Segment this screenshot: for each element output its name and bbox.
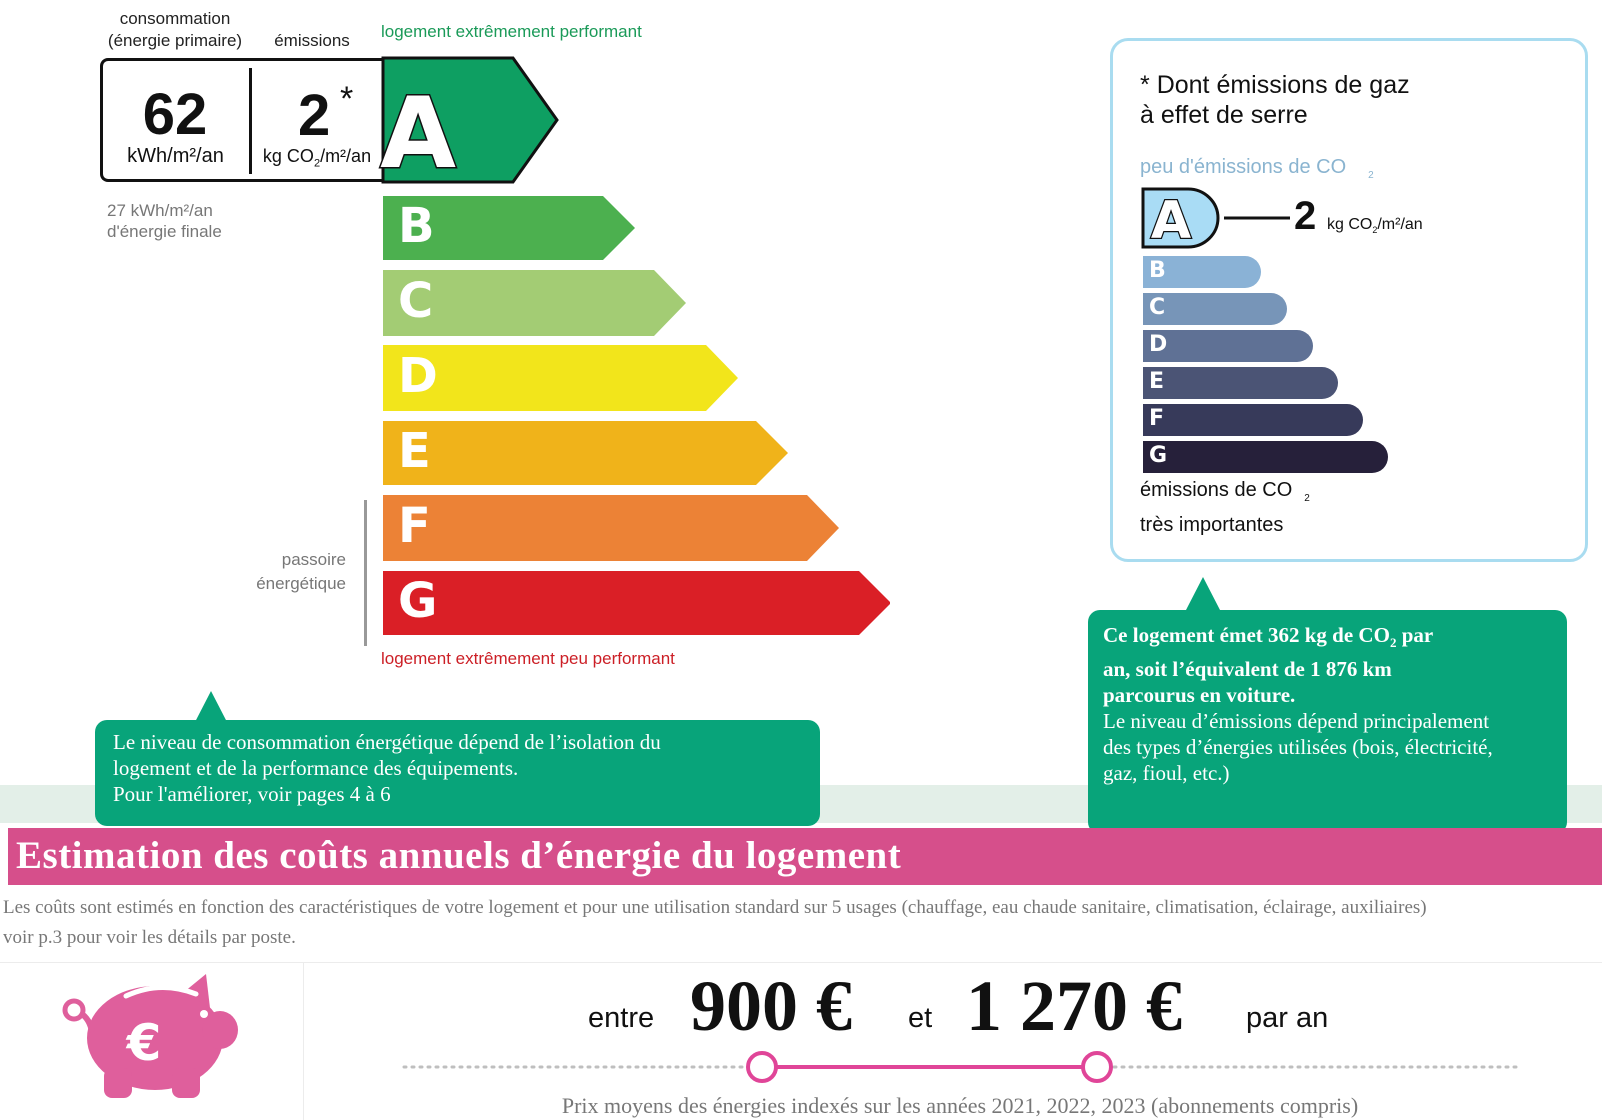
ghg-class-f-letter: F: [1149, 406, 1165, 431]
emission-unit-sub: 2: [313, 157, 321, 170]
ghg-class-e-bar: [1143, 367, 1338, 399]
price-max-handle: [1083, 1053, 1111, 1081]
ghg-unit: [1327, 216, 1423, 235]
piggy-divider: [303, 963, 304, 1120]
ghg-class-b-bar: [1143, 256, 1261, 288]
energy-class-scale: [370, 55, 890, 655]
emission-value: 2: [298, 83, 331, 148]
ghg-title-line2: à effet de serre: [1140, 101, 1308, 129]
class-g-arrow: [383, 571, 890, 635]
ghg-class-a-letter: A: [1150, 191, 1192, 251]
emissions-callout-line4: Le niveau d’émissions dépend principalement: [1103, 709, 1490, 734]
price-range-slider: [400, 1050, 1525, 1084]
class-f-letter: F: [398, 498, 431, 554]
ghg-title-line1: Dont émissions de gaz: [1156, 71, 1410, 99]
consumption-callout-line1: Le niveau de consommation énergétique dépend de l’isolation du: [113, 730, 661, 754]
ghg-class-b-letter: B: [1149, 258, 1166, 283]
consumption-header-line2: (énergie primaire): [107, 31, 243, 50]
price-word-and: et: [908, 1002, 933, 1034]
ghg-unit-prefix: kg CO: [1327, 216, 1373, 233]
costs-title: Estimation des coûts annuels d’énergie du logement: [16, 834, 902, 877]
ghg-class-g-bar: [1143, 441, 1388, 473]
emissions-callout-line3: parcourus en voiture.: [1103, 683, 1296, 708]
consumption-header-line1: consommation: [119, 9, 231, 28]
consumption-callout: [95, 720, 820, 826]
ghg-top-label-text: peu d'émissions de CO: [1140, 156, 1347, 178]
ghg-title-star: *: [1140, 71, 1150, 99]
value-divider: [249, 68, 252, 174]
ghg-unit-suffix: /m²/an: [1377, 216, 1423, 233]
class-c-letter: C: [398, 273, 434, 329]
passoire-bracket: [364, 500, 367, 646]
ghg-bottom-label: [1140, 477, 1310, 538]
price-word-per-year: par an: [1246, 1002, 1329, 1034]
class-a-letter: A: [380, 77, 456, 191]
ghg-class-d-bar: [1143, 330, 1313, 362]
emissions-callout-line6: gaz, fioul, etc.): [1103, 761, 1230, 786]
ghg-class-f-bar: [1143, 404, 1363, 436]
emissions-callout: [1088, 610, 1567, 834]
emissions-callout-line1-pre: Ce logement émet 362 kg de CO: [1103, 623, 1390, 647]
bottom-performance-label: logement extrêmement peu performant: [381, 649, 675, 668]
piggy-bank-icon: [60, 970, 250, 1100]
ghg-class-c-bar: [1143, 293, 1287, 325]
emissions-callout-line2: an, soit l’équivalent de 1 876 km: [1103, 657, 1392, 682]
ghg-title: [1140, 70, 1410, 130]
euro-symbol: €: [126, 1014, 162, 1072]
passoire-line1: passoire: [281, 550, 346, 569]
final-energy-note: [107, 200, 222, 242]
emission-unit-suffix: /m²/an: [320, 146, 372, 166]
price-word-between: entre: [588, 1002, 655, 1034]
price-max: 1 270 €: [966, 966, 1182, 1046]
ghg-class-c-letter: C: [1149, 295, 1166, 320]
top-performance-label: logement extrêmement performant: [381, 22, 642, 41]
final-energy-line1: 27 kWh/m²/an: [107, 201, 213, 220]
ghg-bottom-label-line2: très importantes: [1140, 514, 1284, 536]
costs-note-line1: Les coûts sont estimés en fonction des caractéristiques de votre logement et pour une utilisation standard sur 5 usages (chauffage, eau chaude sanitaire, climatisation, éclairage, auxiliaires): [3, 897, 1427, 918]
price-note: Prix moyens des énergies indexés sur les années 2021, 2022, 2023 (abonnements compris): [561, 1093, 1359, 1118]
ghg-unit-sub: 2: [1372, 225, 1378, 236]
emission-unit: [255, 146, 379, 170]
class-e-arrow: [383, 421, 788, 485]
class-e-letter: E: [398, 423, 431, 479]
consumption-value: 62: [142, 82, 208, 147]
costs-divider: [0, 962, 1602, 963]
costs-note-line2: voir p.3 pour voir les détails par poste.: [3, 927, 296, 948]
ghg-top-label: [1140, 156, 1374, 181]
passoire-label: [220, 548, 346, 596]
ghg-class-d-letter: D: [1149, 332, 1168, 357]
emission-value-group: [292, 82, 372, 146]
class-g-letter: G: [398, 573, 438, 629]
emission-star: *: [340, 80, 354, 118]
costs-note: [3, 893, 1427, 953]
class-f-arrow: [383, 495, 839, 561]
consumption-unit: kWh/m²/an: [127, 145, 224, 167]
emissions-callout-line1: [1103, 622, 1567, 656]
right-callout-pointer: [1186, 577, 1220, 610]
ghg-bottom-label-line1: émissions de CO: [1140, 479, 1293, 501]
emissions-callout-line1-sub: 2: [1389, 635, 1397, 651]
emissions-header: émissions: [274, 31, 350, 50]
consumption-callout-line2: logement et de la performance des équipements.: [113, 756, 519, 780]
final-energy-line2: d'énergie finale: [107, 222, 222, 241]
ghg-bottom-label-sub: 2: [1304, 493, 1310, 504]
ghg-value: 2: [1294, 194, 1317, 238]
emissions-callout-line5: des types d’énergies utilisées (bois, électricité,: [1103, 735, 1493, 760]
ghg-top-label-sub: 2: [1368, 170, 1374, 181]
emissions-callout-line1-post: par: [1396, 623, 1434, 647]
price-min: 900 €: [690, 966, 852, 1046]
consumption-callout-line3: Pour l'améliorer, voir pages 4 à 6: [113, 782, 391, 806]
class-d-letter: D: [398, 348, 438, 404]
passoire-line2: énergétique: [256, 574, 346, 593]
class-b-letter: B: [398, 198, 435, 254]
price-min-handle: [748, 1053, 776, 1081]
ghg-class-e-letter: E: [1149, 369, 1165, 394]
emission-unit-prefix: kg CO: [262, 146, 314, 166]
consumption-header: [100, 8, 250, 52]
ghg-class-g-letter: G: [1149, 443, 1168, 468]
